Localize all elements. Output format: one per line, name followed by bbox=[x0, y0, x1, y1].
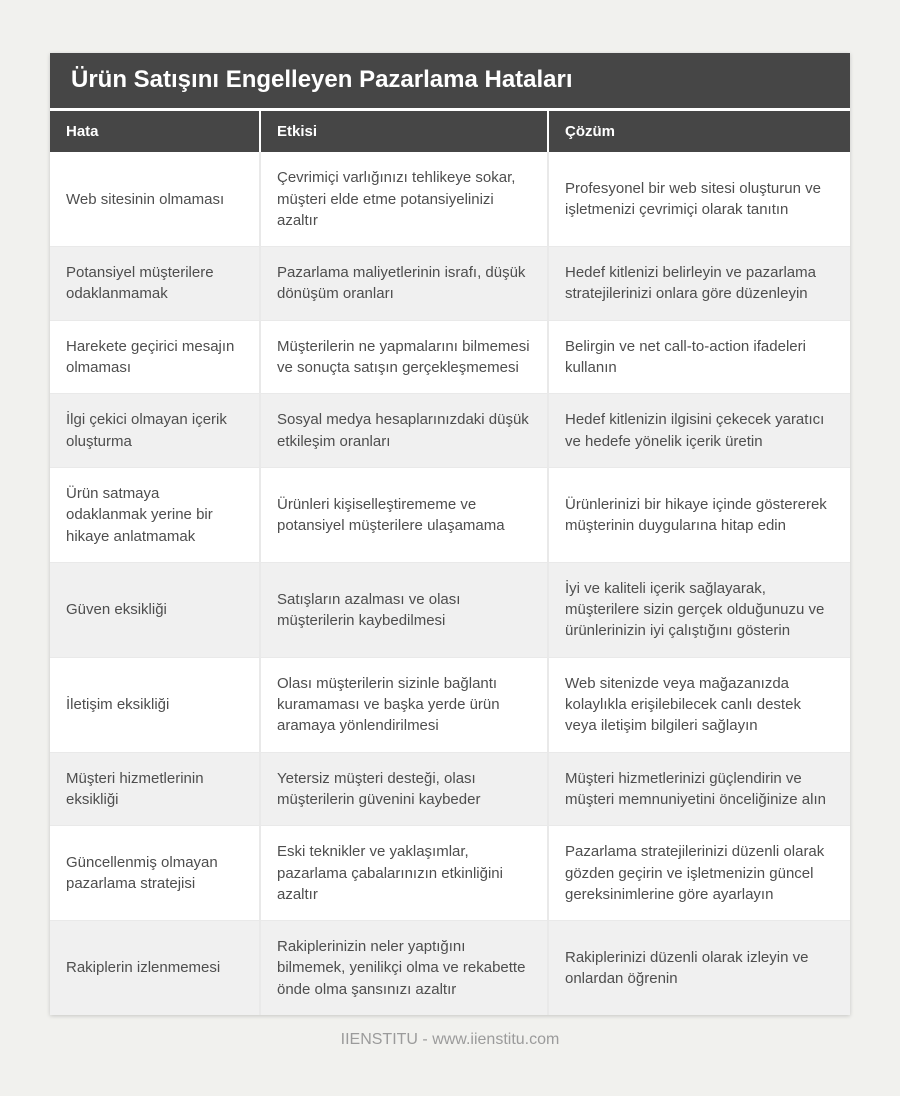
cell-hata: Potansiyel müşterilere odaklanmamak bbox=[50, 247, 260, 321]
mistakes-table bbox=[50, 111, 850, 1015]
cell-cozum: Web sitenizde veya mağazanızda kolaylıkla erişilebilecek canlı destek veya iletişim bilgileri sağlayın bbox=[548, 657, 850, 752]
cell-hata: İletişim eksikliği bbox=[50, 657, 260, 752]
cell-hata: Rakiplerin izlenmemesi bbox=[50, 921, 260, 1015]
cell-hata: İlgi çekici olmayan içerik oluşturma bbox=[50, 394, 260, 468]
cell-hata: Web sitesinin olmaması bbox=[66, 190, 225, 208]
table-row bbox=[50, 657, 850, 752]
table-row bbox=[50, 394, 850, 468]
cell-hata: Ürün satmaya odaklanmak yerine bir hikaye anlatmamak bbox=[50, 467, 260, 562]
cell-hata: Müşteri hizmetlerinin eksikliği bbox=[50, 752, 260, 826]
cell-etkisi: Eski teknikler ve yaklaşımlar, pazarlama çabalarınızın etkinliğini azaltır bbox=[260, 826, 548, 921]
table-row bbox=[50, 562, 850, 657]
cell-etkisi: Müşterilerin ne yapmalarını bilmemesi ve sonuçta satışın gerçekleşmemesi bbox=[260, 320, 548, 394]
table-row bbox=[50, 152, 850, 246]
table-row bbox=[50, 247, 850, 321]
cell-cozum: Profesyonel bir web sitesi oluşturun ve işletmenizi çevrimiçi olarak tanıtın bbox=[548, 152, 850, 246]
cell-etkisi: Pazarlama maliyetlerinin israfı, düşük dönüşüm oranları bbox=[260, 247, 548, 321]
cell-cozum: Hedef kitlenizin ilgisini çekecek yaratıcı ve hedefe yönelik içerik üretin bbox=[548, 394, 850, 468]
table-row bbox=[50, 752, 850, 826]
footer-credit: IIENSTITU - www.iienstitu.com bbox=[340, 1031, 560, 1049]
cell-etkisi: Yetersiz müşteri desteği, olası müşterilerin güvenini kaybeder bbox=[260, 752, 548, 826]
table-row bbox=[50, 467, 850, 562]
cell-hata: Güven eksikliği bbox=[50, 562, 260, 657]
cell-cozum: Müşteri hizmetlerinizi güçlendirin ve müşteri memnuniyetini önceliğinize alın bbox=[548, 752, 850, 826]
cell-cozum: Hedef kitlenizi belirleyin ve pazarlama stratejilerinizi onlara göre düzenleyin bbox=[548, 247, 850, 321]
cell-cozum: Rakiplerinizi düzenli olarak izleyin ve onlardan öğrenin bbox=[548, 921, 850, 1015]
table-row bbox=[50, 826, 850, 921]
cell-etkisi: Rakiplerinizin neler yaptığını bilmemek, yenilikçi olma ve rekabette önde olma şansınızı azaltır bbox=[260, 921, 548, 1015]
cell-etkisi: Çevrimiçi varlığınızı tehlikeye sokar, müşteri elde etme potansiyelinizi azaltır bbox=[260, 152, 548, 246]
cell-etkisi: Olası müşterilerin sizinle bağlantı kuramaması ve başka yerde ürün aramaya yönlendirilmesi bbox=[260, 657, 548, 752]
cell-cozum: Pazarlama stratejilerinizi düzenli olarak gözden geçirin ve işletmenizin güncel gereksinimlerine göre ayarlayın bbox=[548, 826, 850, 921]
cell-hata: Harekete geçirici mesajın olmaması bbox=[50, 320, 260, 394]
cell-cozum: İyi ve kaliteli içerik sağlayarak, müşterilere sizin gerçek olduğunuzu ve ürünlerinizin iyi çalıştığını gösterin bbox=[548, 562, 850, 657]
table-body bbox=[50, 152, 850, 1015]
column-header-hata: Hata bbox=[50, 111, 260, 153]
cell-cozum: Ürünlerinizi bir hikaye içinde göstererek müşterinin duygularına hitap edin bbox=[548, 467, 850, 562]
table-header bbox=[50, 111, 850, 153]
cell-etkisi: Ürünleri kişiselleştirememe ve potansiyel müşterilere ulaşamama bbox=[260, 467, 548, 562]
cell-hata: Güncellenmiş olmayan pazarlama stratejisi bbox=[50, 826, 260, 921]
cell-cozum: Belirgin ve net call-to-action ifadeleri kullanın bbox=[548, 320, 850, 394]
page-title: Ürün Satışını Engelleyen Pazarlama Hataları bbox=[50, 53, 850, 108]
table-row bbox=[50, 921, 850, 1015]
table-row bbox=[50, 320, 850, 394]
column-header-cozum: Çözüm bbox=[548, 111, 850, 153]
cell-etkisi: Sosyal medya hesaplarınızdaki düşük etkileşim oranları bbox=[260, 394, 548, 468]
header-row bbox=[50, 111, 850, 153]
cell-etkisi: Satışların azalması ve olası müşterilerin kaybedilmesi bbox=[260, 562, 548, 657]
infographic-card bbox=[50, 53, 850, 1015]
column-header-etkisi: Etkisi bbox=[260, 111, 548, 153]
